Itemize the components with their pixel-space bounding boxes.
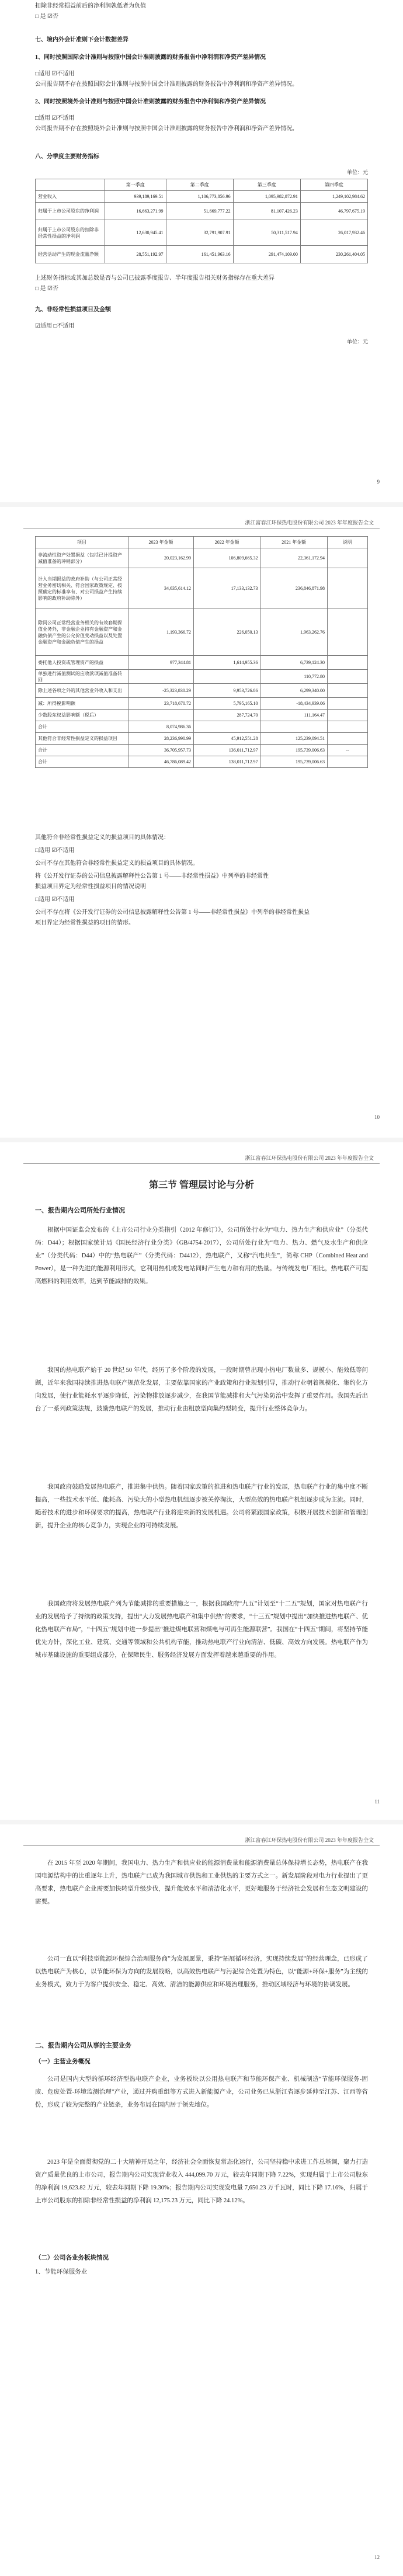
nr-cell: [328, 756, 368, 768]
nr-cell: [328, 698, 368, 710]
section-2-title: 二、报告期内公司从事的主要业务: [35, 2042, 131, 2049]
section-8-title: 八、分季度主要财务指标: [35, 154, 99, 160]
q-cell: 939,189,169.51: [105, 191, 166, 203]
page-3: [0, 1142, 403, 1820]
page-header: 浙江富春江环保热电股份有限公司 2023 年年度报告全文: [245, 520, 374, 526]
business-para-2: 2023 年是全面贯彻党的二十大精神开局之年，经济社会全面恢复常态化运行，公司坚持稳中求进工作总基调，聚力打造资产质量优良的上市公司，报告期内公司实现营业收入 444,099.70 万元，较去年同期下降 7.22%，实现归属于上市公司股东的净利润 19,623.82 万元，较去年同期下降 19.30%；报告期内公司实现发电量 7,650.23 万千瓦时，同比下降 17.16%，归属于上市公司股东的扣除非经常性损益的净利润 12,175.23 万元，同比下降 24.12%。: [35, 2159, 368, 2204]
q-cell: 46,797,675.19: [300, 203, 367, 220]
nr-label: 除同公司正常经营业务相关的有效套期保值业务外，非金融企业持有金融资产和金融负债产生的公允价值变动损益以及处置金融资产和金融负债产生的损益: [36, 609, 128, 656]
q-cell: 291,474,109.00: [233, 246, 300, 263]
nr-cell: -18,434,939.06: [260, 698, 328, 710]
nr-cell: [193, 721, 260, 733]
q-cell: 81,107,426.23: [233, 203, 300, 220]
q-cell: 230,261,404.05: [300, 246, 367, 263]
nr-cell: [328, 710, 368, 721]
section-2-2-title: （二）公司各业务板块情况: [35, 2255, 109, 2261]
non-recurring-table: [35, 536, 368, 768]
nr-cell: [328, 684, 368, 698]
quarterly-table: [35, 179, 368, 263]
nr-h4: 说明: [328, 537, 368, 548]
section-2-1-title: （一）主营业务概况: [35, 2059, 91, 2065]
other-items-line: 其他符合非经常性损益定义的损益项目的具体情况：: [35, 835, 169, 841]
q-note: 上述财务指标或其加总数是否与公司已披露季度报告、半年度报告相关财务指标存在重大差异: [35, 275, 275, 281]
nr-cell: 28,236,990.99: [128, 733, 194, 745]
q-cell: 26,017,932.46: [300, 220, 367, 246]
nr-cell: 36,705,957.73: [128, 745, 194, 756]
nr-cell: [260, 721, 328, 733]
nr-label: 除上述各项之外的其他营业外收入和支出: [36, 684, 128, 698]
section-9-title: 九、非经常性损益项目及金额: [35, 307, 111, 313]
nr-label: 合计: [36, 721, 128, 733]
q-cell: 28,551,192.97: [105, 246, 166, 263]
sub2-check: □适用 ☑不适用: [35, 115, 75, 121]
nr-cell: 236,846,871.98: [260, 568, 328, 609]
nr-cell: [328, 568, 368, 609]
nr-cell: 195,739,006.63: [260, 756, 328, 768]
nr-label: 非流动性资产处置损益（包括已计提资产减值准备的冲销部分）: [36, 548, 128, 568]
q-cell: 161,451,963.16: [166, 246, 233, 263]
nr-cell: [328, 670, 368, 684]
nr-cell: 226,050.13: [193, 609, 260, 656]
nr-cell: 110,772.80: [260, 670, 328, 684]
page-header: 浙江富春江环保热电股份有限公司 2023 年年度报告全文: [245, 1837, 374, 1843]
industry-para-4: 我国政府将发展热电联产列为节能减排的重要措施之一，根据我国政府“九五”计划至“十二五”规划，国家对热电联产行业的发展给予了持续的政策支持，提出“大力发展热电联产和集中供热”的要求，“十三五”规划中提出“加快推进热电联产、优化热电联产布局”，“十四五”规划中进一步提出“推进煤电联营和煤电与可再生能源联营”。我国在“十四五”期间，将坚持节能优先方针，深化工业、建筑、交通等领域和公共机构节能，推动热电联产行业向清洁、低碳、高效方向发展。热电联产作为城市基础设施的重要组成部分，在保障民生、服务经济发展方面发挥着越来越重要的作用。: [35, 1601, 368, 1659]
header-rule: [23, 1845, 380, 1846]
nr-total-label: 合计: [36, 756, 128, 768]
sub1-text: 公司报告期不存在按照国际会计准则与按照中国会计准则披露的财务报告中净利润和净资产差异情况。: [35, 81, 298, 88]
q-cell: 50,311,517.94: [233, 220, 300, 246]
nr-cell: 106,809,665.32: [193, 548, 260, 568]
industry-para-2: 我国的热电联产始于 20 世纪 50 年代，经历了多个阶段的发展，一段时期曾出现小热电厂数量多、规模小、能效低等问题，近年来我国持续推进热电联产规范化发展，主要依靠国家的产业政策和行业规划引导，推动行业朝着规模化、集约化方向发展，使行业能耗水平逐步降低，污染物排放逐步减少，在我国节能减排和大气污染防治中发挥了重要作用。我国先后出台了一系列政策法规，鼓励热电联产的发展，推动行业由粗放型向集约型转变，提升行业整体竞争力。: [35, 1367, 368, 1412]
reclass-text-1: 公司不存在将《公开发行证券的公司信息披露解释性公告第 1 号——非经常性损益》中列举的非经常性损益: [35, 909, 310, 916]
other-items-text: 公司不存在其他符合非经常性损益定义的损益项目的具体情况。: [35, 860, 199, 867]
q-r0-label: 营业收入: [36, 191, 105, 203]
nr-cell: 20,023,162.99: [128, 548, 194, 568]
nr-label: 委托他人投资或管理资产的损益: [36, 656, 128, 670]
sub1-title: 1、同时按照国际会计准则与按照中国会计准则披露的财务报告中净利润和净资产差异情况: [35, 54, 266, 61]
header-rule: [23, 1163, 380, 1164]
para-1: 在 2015 年至 2020 年期间，我国电力、热力生产和供应业的能源消费量和能源消费量总体保持增长态势，热电联产在我国电源结构中的比重逐年上升，热电联产已成为我国城市供热和工业供热的主要方式之一。新发展阶段对电力行业提出了更高要求，热电联产企业需要加快转型升级步伐，提升能效水平和清洁化水平，更好地服务于经济社会发展和生态文明建设的需要。: [35, 1860, 368, 1905]
nr-h0: 项目: [36, 537, 128, 548]
nr-cell: [328, 609, 368, 656]
nr-cell: 34,635,614.12: [128, 568, 194, 609]
q-cell: 1,249,102,984.62: [300, 191, 367, 203]
q-cell: 1,095,982,872.91: [233, 191, 300, 203]
page-number: 10: [374, 1114, 380, 1120]
page-number: 11: [374, 1799, 380, 1805]
unit-label-2: 单位：元: [346, 339, 368, 345]
nr-cell: 8,074,986.36: [128, 721, 194, 733]
para-2: 公司一直以“科技型能源环保综合治理服务商”为发展愿景，秉持“拓展循环经济，实现持续发展”的经营理念，已形成了以热电联产为核心，以节能环保为方向的发展战略，以高效热电联产与污泥综合处置为特色，以“能源+环保+服务”为主线的业务模式，致力于为客户提供安全、稳定、高效、清洁的能源供应和环境治理服务，推动区域经济与环境的协调发展。: [35, 1956, 368, 1988]
top-check: □ 是 ☑否: [35, 13, 59, 20]
nr-cell: [328, 548, 368, 568]
nr-cell: 22,361,172.94: [260, 548, 328, 568]
q-h4: 第四季度: [300, 179, 367, 191]
nr-cell: [328, 721, 368, 733]
nr-label: 计入当期损益的政府补助（与公司正常经营业务密切相关、符合国家政策规定、按照确定的标准享有、对公司损益产生持续影响的政府补助除外）: [36, 568, 128, 609]
nr-h3: 2021 年金额: [260, 537, 328, 548]
q-cell: 16,663,271.99: [105, 203, 166, 220]
business-para-1: 公司是国内大型的循环经济型热电联产企业，业务板块以公用热电联产和节能环保产业、机械制造“节能环保服务-固废、危废处置-环境监测治理”产业，通过并购重组等方式进入新能源产业，公司业务已从浙江省逐步延伸至江苏、江西等省份，形成了较为完整的产业链条，业务布局在国内居于领先地位。: [35, 2076, 368, 2108]
nr-h2: 2022 年金额: [193, 537, 260, 548]
chapter-title: 第三节 管理层讨论与分析: [148, 1180, 254, 1190]
q-r1-label: 归属于上市公司股东的净利润: [36, 203, 105, 220]
unit-label: 单位：元: [346, 169, 368, 175]
industry-para-1: 根据中国证监会发布的《上市公司行业分类指引（2012 年修订）》，公司所处行业为“电力、热力生产和供应业”（分类代码：D44）；根据国家统计局《国民经济行业分类》（GB/4754-2017），公司所处行业为“电力、热力、燃气及水生产和供应业”（分类代码：D44）中的“热电联产”（分类代码：D4412），热电联产，又称“汽电共生”，简称 CHP（Combined Heat and Power），是一种先进的能源利用形式，它利用热机或发电站同时产生电力和有用的热量。与传统发电厂相比，热电联产可提高燃料的利用效率，达到节能减排的效果。: [35, 1227, 368, 1285]
reclass-text-2: 项目界定为经常性损益的项目的情形。: [35, 920, 134, 926]
nr-cell: 136,011,712.97: [193, 745, 260, 756]
nr-cell: [328, 733, 368, 745]
reclass-line-2: 损益项目界定为经常性损益项目的情况说明: [35, 884, 146, 890]
nr-cell: 6,739,124.30: [260, 656, 328, 670]
nr-cell: 6,299,340.00: [260, 684, 328, 698]
nr-cell: 977,344.81: [128, 656, 194, 670]
nr-label: 单独进行减值测试的应收款项减值准备转回: [36, 670, 128, 684]
nr-cell: 125,239,094.51: [260, 733, 328, 745]
nr-cell: -25,323,830.29: [128, 684, 194, 698]
nr-cell: 45,912,551.28: [193, 733, 260, 745]
nr-label: 减：所得税影响额: [36, 698, 128, 710]
nr-cell: 195,739,006.63: [260, 745, 328, 756]
q-h2: 第二季度: [166, 179, 233, 191]
nr-h1: 2023 年金额: [128, 537, 194, 548]
nr-cell: 1,963,262.76: [260, 609, 328, 656]
page-header: 浙江富春江环保热电股份有限公司 2023 年年度报告全文: [245, 1155, 374, 1161]
sub2-title: 2、同时按照境外会计准则与按照中国会计准则披露的财务报告中净利润和净资产差异情况: [35, 99, 266, 105]
section-2-3-title: 1、节能环保服务业: [35, 2269, 88, 2275]
q-cell: 1,106,773,856.96: [166, 191, 233, 203]
sub2-text: 公司报告期不存在按照境外会计准则与按照中国会计准则披露的财务报告中净利润和净资产差异情况。: [35, 126, 298, 132]
nr-cell: 17,133,132.73: [193, 568, 260, 609]
header-rule: [23, 528, 380, 529]
nr-cell: 9,953,726.86: [193, 684, 260, 698]
reclass-line-1: 将《公开发行证券的公司信息披露解释性公告第 1 号——非经常性损益》中列举的非经常性: [35, 873, 269, 879]
page-number: 9: [377, 479, 380, 485]
industry-para-3: 我国政府鼓励发展热电联产，推进集中供热。随着国家政策的推进和热电联产行业的发展，热电联产行业的集中度不断提高，一些技术水平低、能耗高、污染大的小型热电机组逐步被关停淘汰，大型高效的热电联产机组逐步成为主流。同时，随着技术的进步和环保要求的提高，热电联产行业将迎来新的发展机遇。公司将紧跟国家政策，积极开展技术创新和管理创新，提升企业的核心竞争力，实现企业的可持续发展。: [35, 1484, 368, 1529]
nr-cell: [328, 656, 368, 670]
section-7-title: 七、境内外会计准则下会计数据差异: [35, 37, 128, 43]
q-r3-label: 经营活动产生的现金流量净额: [36, 246, 105, 263]
nr-cell: 1,193,366.72: [128, 609, 194, 656]
nr-cell: --: [328, 745, 368, 756]
nr-cell: 46,786,089.42: [128, 756, 194, 768]
page-2: [0, 507, 403, 1138]
q-r2-label: 归属于上市公司股东的扣除非经常性损益的净利润: [36, 220, 105, 246]
nr-label: 其他符合非经常性损益定义的损益项目: [36, 733, 128, 745]
nr-cell: [128, 670, 194, 684]
page-4: [0, 1824, 403, 2576]
section-9-check: ☑适用 □不适用: [35, 323, 75, 329]
section-1-title: 一、报告期内公司所处行业情况: [35, 1207, 125, 1214]
q-cell: 12,630,945.41: [105, 220, 166, 246]
q-h0: [36, 179, 105, 191]
page-number: 12: [374, 2554, 380, 2560]
nr-label: 合计: [36, 745, 128, 756]
reclass-check: □适用 ☑不适用: [35, 896, 75, 903]
nr-label: 少数股东权益影响额（税后）: [36, 710, 128, 721]
nr-cell: 5,795,165.10: [193, 698, 260, 710]
top-line: 扣除非经常损益前后的净利润孰低者为负值: [35, 3, 146, 9]
nr-cell: 23,718,670.72: [128, 698, 194, 710]
page-1: [0, 0, 403, 502]
q-h3: 第三季度: [233, 179, 300, 191]
nr-cell: [193, 670, 260, 684]
nr-cell: 1,614,955.36: [193, 656, 260, 670]
nr-cell: 138,011,712.97: [193, 756, 260, 768]
q-check: □ 是 ☑否: [35, 286, 59, 292]
q-h1: 第一季度: [105, 179, 166, 191]
nr-cell: 287,724.70: [193, 710, 260, 721]
q-cell: 51,669,777.22: [166, 203, 233, 220]
sub1-check: □适用 ☑不适用: [35, 71, 75, 77]
other-items-check: □适用 ☑不适用: [35, 847, 75, 854]
nr-cell: [128, 710, 194, 721]
q-cell: 32,791,907.91: [166, 220, 233, 246]
nr-cell: 111,164.47: [260, 710, 328, 721]
